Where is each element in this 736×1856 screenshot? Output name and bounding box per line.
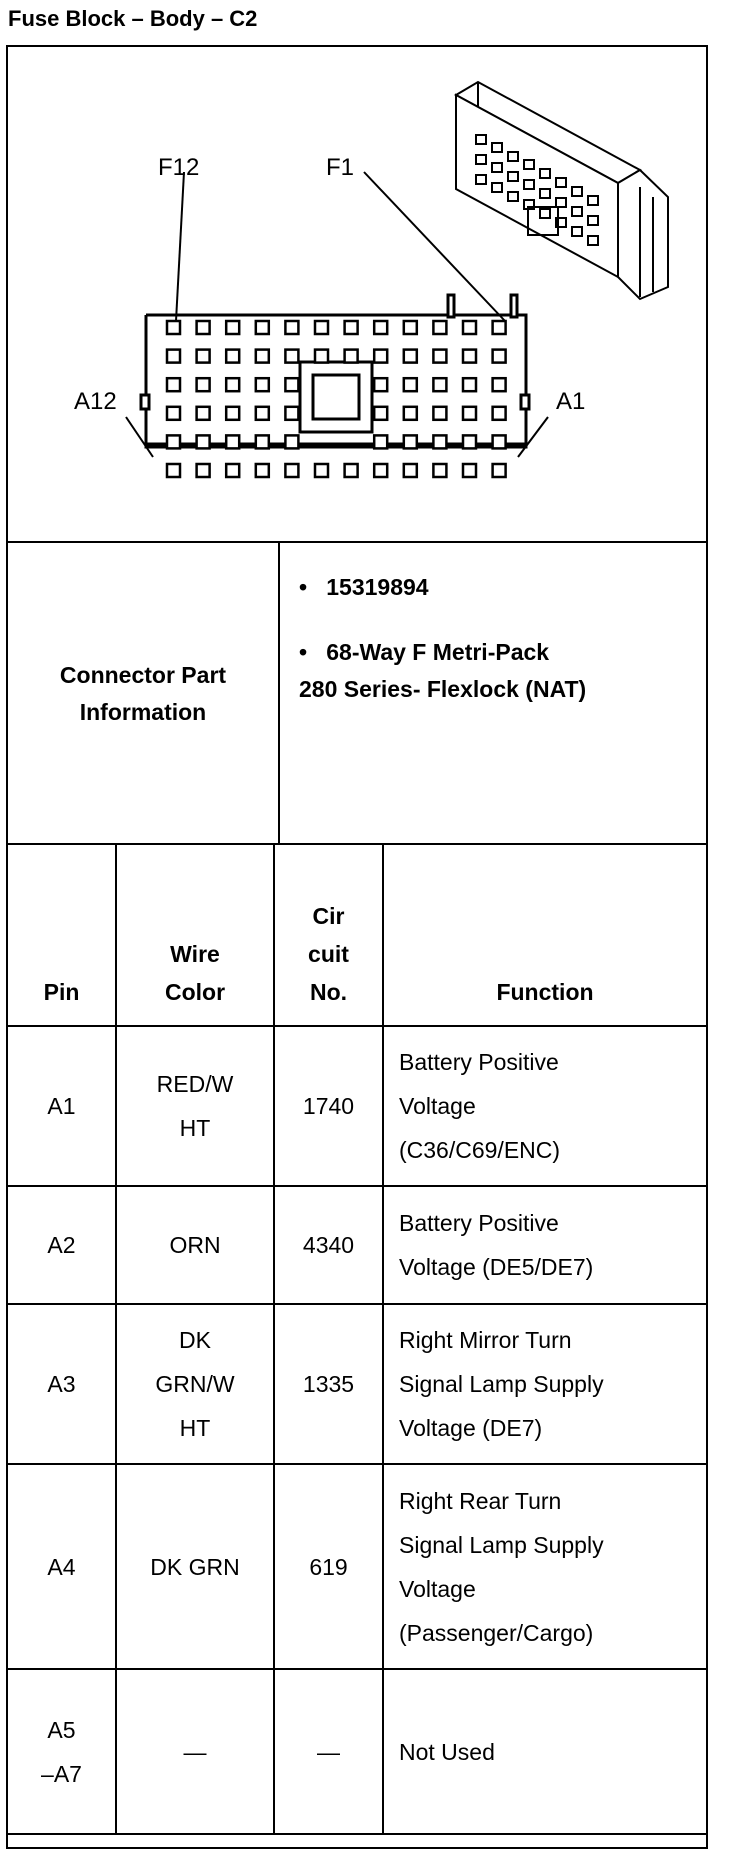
pin-cavity [374, 350, 387, 363]
cell-function: Right Mirror Turn Signal Lamp Supply Voltage (DE7) [383, 1304, 706, 1464]
connector-part-info-heading [8, 543, 280, 845]
pin-table [8, 843, 706, 1835]
cell-circuit: 619 [274, 1464, 383, 1669]
cell-circuit: 1740 [274, 1026, 383, 1186]
pin-cavity [493, 321, 506, 334]
cell-function: Not Used [383, 1669, 706, 1834]
cell-pin: A4 [8, 1464, 116, 1669]
heading-line2: Information [79, 699, 207, 725]
pin-cavity [256, 435, 269, 448]
connector-3d-illustration [456, 82, 668, 299]
cell-wire-color: RED/W HT [116, 1026, 274, 1186]
pin-cavity [256, 407, 269, 420]
header-pin: Pin [8, 844, 116, 1026]
cell-pin: A5 –A7 [8, 1669, 116, 1834]
pin-cavity [493, 350, 506, 363]
pin-cavity [374, 435, 387, 448]
connector-type-line2: 280 Series- Flexlock (NAT) [299, 676, 587, 702]
cell-circuit: 1335 [274, 1304, 383, 1464]
cell-function: Battery Positive Voltage (C36/C69/ENC) [383, 1026, 706, 1186]
pin-cavity [256, 350, 269, 363]
cell-pin: A1 [8, 1026, 116, 1186]
cell-function: Battery Positive Voltage (DE5/DE7) [383, 1186, 706, 1304]
pin-cavity [226, 435, 239, 448]
pin-cavity [404, 435, 417, 448]
cell-wire-color: — [116, 1669, 274, 1834]
pin-cavity [433, 321, 446, 334]
pin-cavity [463, 321, 476, 334]
pin-cavity [463, 378, 476, 391]
pin-cavity [493, 464, 506, 477]
pin-cavity [167, 435, 180, 448]
connector-face [141, 295, 529, 447]
pin-cavity [404, 321, 417, 334]
pin-cavity [167, 378, 180, 391]
connector-document [6, 45, 708, 1849]
pin-cavity [374, 378, 387, 391]
pin-cavity [197, 407, 210, 420]
pin-cavity [285, 321, 298, 334]
part-number-bullet: • 15319894 [299, 574, 429, 600]
connector-type-bullet: • 68-Way F Metri-Pack [299, 639, 550, 665]
header-wire-color: Wire Color [116, 844, 274, 1026]
connector-face-drawing [8, 47, 706, 541]
table-row [8, 1304, 706, 1464]
cell-wire-color: DK GRN [116, 1464, 274, 1669]
pin-cavity [374, 321, 387, 334]
pin-cavity [226, 407, 239, 420]
pin-cavity [256, 321, 269, 334]
table-row [8, 1186, 706, 1304]
cell-wire-color: DK GRN/W HT [116, 1304, 274, 1464]
pin-cavity [493, 435, 506, 448]
pin-cavity [315, 464, 328, 477]
pin-cavity [404, 464, 417, 477]
pin-cavity [433, 464, 446, 477]
connector-part-details [299, 569, 699, 708]
pin-cavity [404, 350, 417, 363]
pin-cavity [226, 321, 239, 334]
pin-cavity [493, 378, 506, 391]
pin-cavity [404, 378, 417, 391]
pin-cavity [404, 407, 417, 420]
label-a12: A12 [74, 388, 117, 415]
pin-cavity [226, 350, 239, 363]
header-circuit-no: Cir cuit No. [274, 844, 383, 1026]
pin-cavity [463, 464, 476, 477]
pin-cavity [285, 378, 298, 391]
pin-cavity [463, 407, 476, 420]
pin-cavity [167, 321, 180, 334]
connector-diagram [8, 47, 706, 541]
label-f1: F1 [326, 154, 355, 181]
pin-cavity [197, 464, 210, 477]
pin-cavity [285, 464, 298, 477]
pin-cavity [433, 350, 446, 363]
pin-cavity [433, 407, 446, 420]
pin-cavity [374, 464, 387, 477]
pin-cavity [463, 435, 476, 448]
heading-line1: Connector Part [59, 662, 227, 688]
pin-cavity [463, 350, 476, 363]
header-function: Function [383, 844, 706, 1026]
pin-cavity [226, 378, 239, 391]
pin-cavity [167, 464, 180, 477]
pin-cavity [315, 350, 328, 363]
pin-cavity [315, 321, 328, 334]
pin-cavity [285, 435, 298, 448]
pin-cavity [493, 407, 506, 420]
pin-cavity [345, 350, 358, 363]
pin-cavity [285, 407, 298, 420]
cell-circuit: 4340 [274, 1186, 383, 1304]
page-title: Fuse Block – Body – C2 [8, 6, 258, 31]
pin-cavity [197, 350, 210, 363]
pin-cavity [197, 321, 210, 334]
cell-circuit: — [274, 1669, 383, 1834]
cell-wire-color: ORN [116, 1186, 274, 1304]
pin-cavity [167, 407, 180, 420]
pin-cavity [167, 350, 180, 363]
cell-pin: A3 [8, 1304, 116, 1464]
pin-cavity [374, 407, 387, 420]
table-row [8, 1464, 706, 1669]
pin-cavity [256, 464, 269, 477]
pin-cavity [226, 464, 239, 477]
pin-cavity [345, 464, 358, 477]
cell-pin: A2 [8, 1186, 116, 1304]
pin-cavity [433, 378, 446, 391]
table-row [8, 1669, 706, 1834]
part-number: 15319894 [326, 574, 429, 600]
table-header-row [8, 844, 706, 1026]
cell-function: Right Rear Turn Signal Lamp Supply Voltage (Passenger/Cargo) [383, 1464, 706, 1669]
label-a1: A1 [556, 388, 586, 415]
pin-cavity [197, 435, 210, 448]
pin-cavity [345, 321, 358, 334]
connector-info-section [8, 541, 706, 845]
pin-cavity [197, 378, 210, 391]
label-f12: F12 [158, 154, 200, 181]
pin-cavity [433, 435, 446, 448]
pin-cavity [256, 378, 269, 391]
table-row [8, 1026, 706, 1186]
pin-cavity [285, 350, 298, 363]
connector-type-line1: 68-Way F Metri-Pack [326, 639, 550, 665]
